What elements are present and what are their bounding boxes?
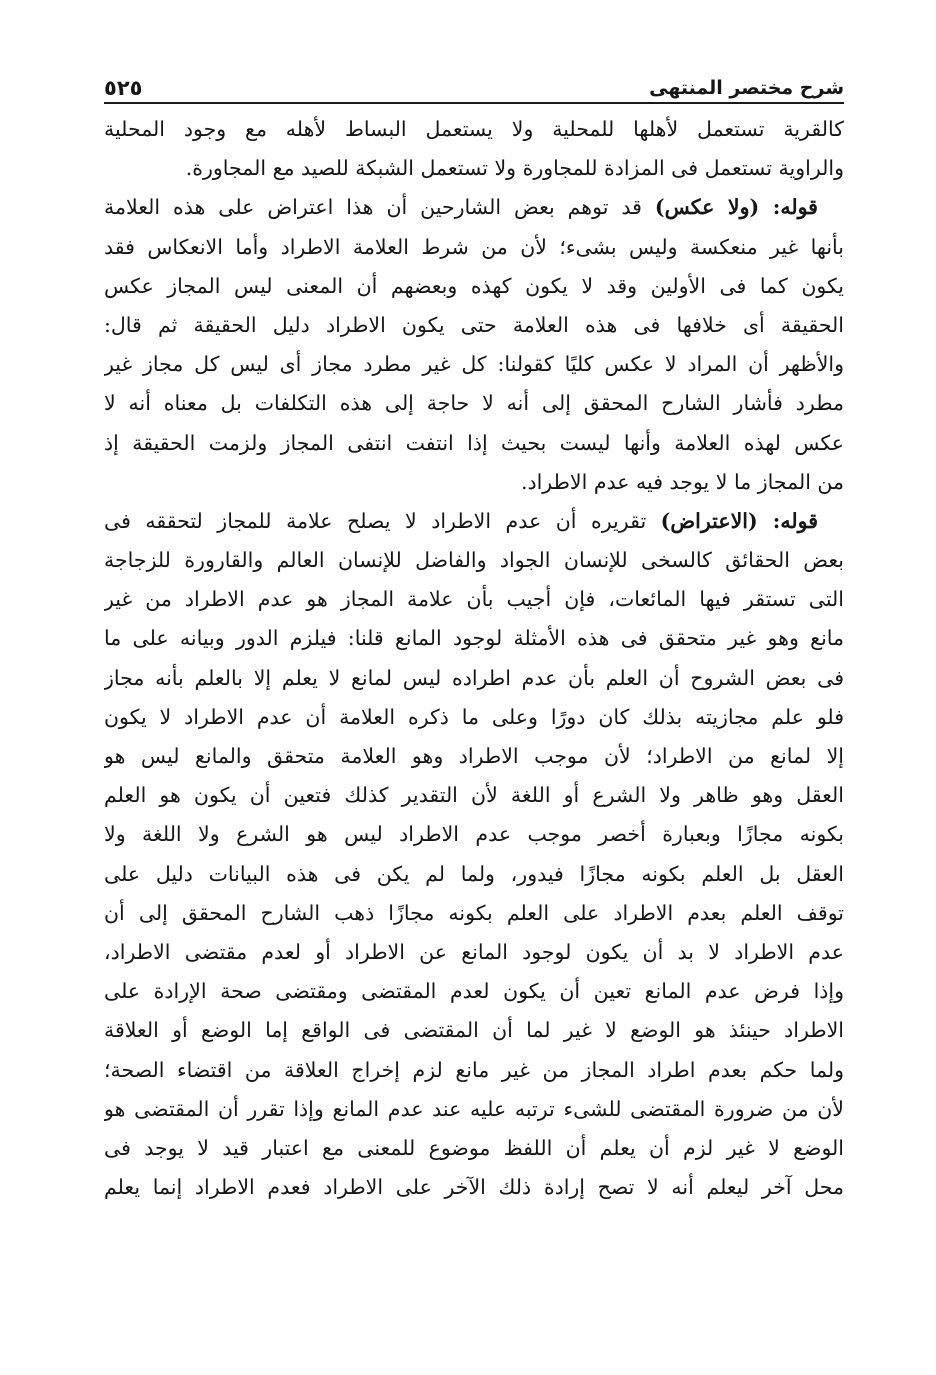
text-line: الاطراد حينئذ هو الوضع لا غير لما أن المقتضى فى الواقع إما الوضع أو العلاقة [104, 1018, 844, 1043]
text-line: يكون كما فى الأولين وقد لا يكون كهذه وبعضهم أن المعنى ليس المجاز عكس [104, 273, 844, 298]
text-line: كالقرية تستعمل لأهلها للمحلية ولا يستعمل البساط لأهله مع وجود المحلية [104, 117, 844, 141]
text-line: توقف العلم بعدم الاطراد على العلم بكونه مجازًا ذهب الشارح المحقق إلى أن [104, 900, 844, 925]
text-line: الحقيقة أى خلافها فى هذه العلامة حتى يكون الاطراد دليل الحقيقة ثم قال: [104, 312, 844, 337]
text-line: وإذا فرض عدم المانع تعين أن يكون لعدم المقتضى ومقتضى صحة الإرادة على [104, 979, 844, 1004]
text-line: عكس لهذه العلامة وأنها ليست بحيث إذا انتفت انتفى المجاز ولزمت الحقيقة إذ [104, 430, 844, 455]
text-line: والراوية تستعمل فى المزادة للمجاورة ولا تستعمل الشبكة للصيد مع المجاورة. [185, 156, 844, 181]
text-line: بأنها غير منعكسة وليس بشىء؛ لأن من شرط العلامة الاطراد وأما الانعكاس فقد [104, 234, 844, 259]
text-line: ولما حكم بعدم اطراد المجاز من غير مانع لزم إخراج العلاقة من اقتضاء الصحة؛ [104, 1057, 844, 1082]
book-page [104, 60, 844, 1207]
running-title: شرح مختصر المنتهى [649, 77, 844, 99]
text-line: فى بعض الشروح أن العلم بأن عدم اطراده ليس لمانع لا يعلم إلا بالعلم بأنه مجاز [104, 665, 844, 690]
text-line: مانع وهو غير متحقق فى هذه الأمثلة لوجود المانع قلنا: فيلزم الدور وبيانه على ما [104, 626, 844, 651]
page-number: ٥٢٥ [104, 76, 143, 100]
text-line: بعض الحقائق كالسخى للإنسان الجواد والفاضل للإنسان العالم والقارورة للزجاجة [104, 548, 844, 573]
text-line [104, 188, 844, 227]
text-line: مطرد فأشار الشارح المحقق إلى أنه لا حاجة إلى هذه التكلفات بل معناه أنه لا [104, 391, 844, 416]
text-line [104, 502, 844, 541]
running-header [104, 60, 844, 104]
lemma: قوله: (ولا عكس) [654, 195, 818, 220]
text-line: العقل بل العلم بكونه مجازًا فيدور، ولما لم يكن فى هذه البيانات دليل على [104, 861, 844, 886]
text-line: العقل وهو ظاهر ولا الشرع أو اللغة لأن التقدير كذلك فتعين أن يكون هو العلم [104, 783, 844, 808]
lemma: قوله: (الاعتراض) [660, 508, 818, 533]
line-text: تقريره أن عدم الاطراد لا يصلح علامة للمجاز لتحققه فى [104, 508, 647, 533]
text-line: إلا لمانع من الاطراد؛ لأن موجب الاطراد وهو العلامة متحقق والمانع ليس هو [104, 744, 844, 768]
text-line: محل آخر ليعلم أنه لا تصح إرادة ذلك الآخر على الاطراد فعدم الاطراد إنما يعلم [104, 1175, 844, 1200]
text-line: والأظهر أن المراد لا عكس كليًا كقولنا: كل غير مطرد مجاز أى ليس كل مجاز غير [104, 352, 844, 377]
text-line: لأن من ضرورة المقتضى للشىء ترتبه عليه عند عدم المانع وإذا تقرر أن المقتضى هو [104, 1096, 844, 1121]
text-line: الوضع لا غير لزم أن يعلم أن اللفظ موضوع للمعنى مع اعتبار قيد لا يوجد فى [104, 1135, 844, 1160]
text-line: فلو علم مجازيته بذلك كان دورًا وعلى ما ذكره العلامة أن عدم الاطراد لا يكون [104, 704, 844, 729]
text-line: التى تستقر فيها المائعات، فإن أجيب بأن علامة المجاز هو عدم الاطراد من غير [104, 587, 844, 612]
line-text: قد توهم بعض الشارحين أن هذا اعتراض على هذه العلامة [104, 195, 642, 220]
text-line: من المجاز ما لا يوجد فيه عدم الاطراد. [520, 469, 844, 494]
text-line: بكونه مجازًا وبعبارة أخصر موجب عدم الاطراد ليس هو الشرع ولا اللغة ولا [104, 822, 844, 847]
body-text [104, 110, 844, 1207]
text-line: عدم الاطراد لا بد أن يكون لوجود المانع عن الاطراد أو لعدم مقتضى الاطراد، [104, 939, 844, 964]
